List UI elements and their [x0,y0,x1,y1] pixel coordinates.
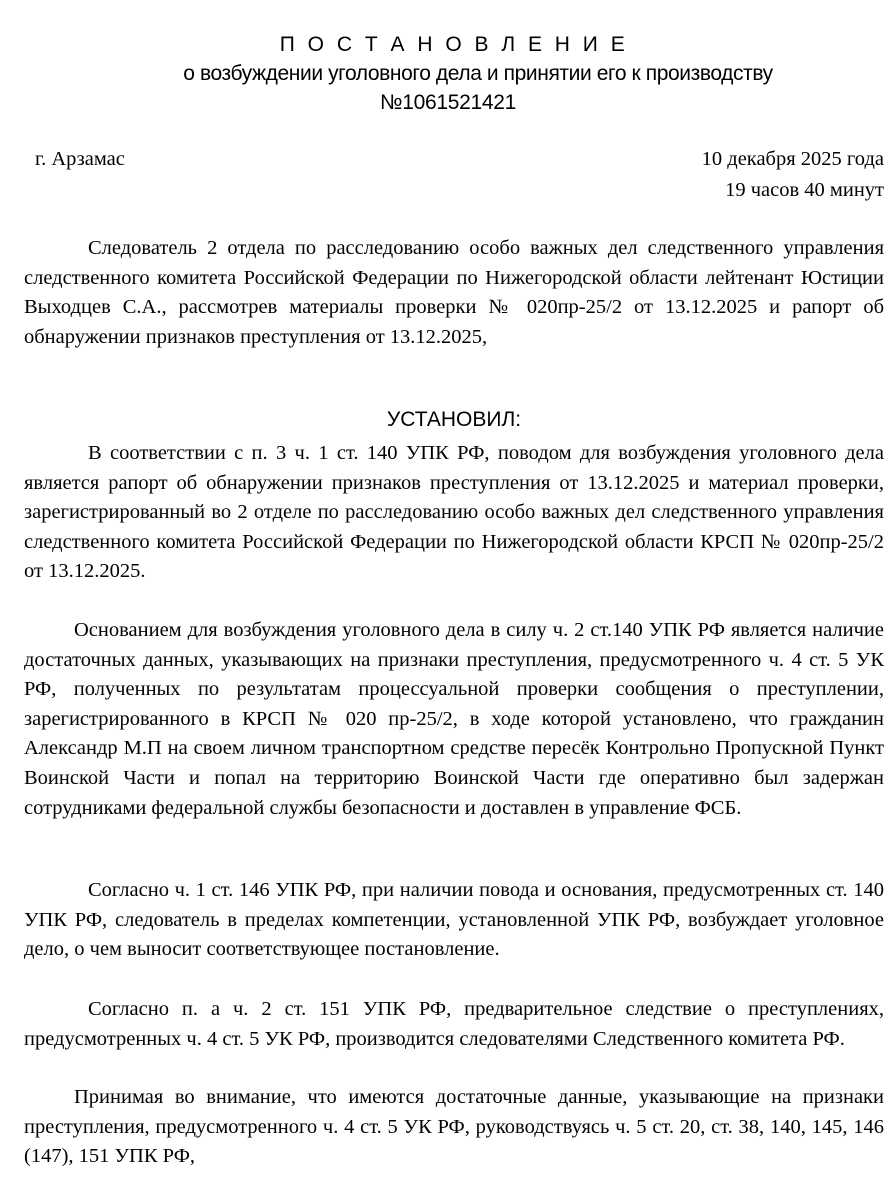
document-number: №1061521421 [379,91,517,114]
document-title: П О С Т А Н О В Л Е Н И Е [279,33,629,56]
document-subtitle: о возбуждении уголовного дела и принятии его к производству [183,62,773,85]
city-label: г. Арзамас [35,148,125,170]
paragraph-article-151: Согласно п. а ч. 2 ст. 151 УПК РФ, предварительное следствие о преступлениях, предусмотренных ч. 4 ст. 5 УК РФ, производится следователями Следственного комитета РФ. [24,998,884,1050]
date-label: 10 декабря 2025 года [701,148,884,170]
section-heading: УСТАНОВИЛ: [386,408,522,431]
paragraph-article-146: Согласно ч. 1 ст. 146 УПК РФ, при наличии повода и основания, предусмотренных ст. 140 УПК РФ, следователь в пределах компетенции, установленной УПК РФ, возбуждает уголовное дело, о чем выносит соответствующее постановление. [24,879,884,961]
paragraph-resolution: Принимая во внимание, что имеются достаточные данные, указывающие на признаки преступления, предусмотренного ч. 4 ст. 5 УК РФ, руководствуясь ч. 5 ст. 20, ст. 38, 140, 145, 146 (147), 151 УПК РФ, [24,1086,884,1168]
paragraph-grounds-reason: В соответствии с п. 3 ч. 1 ст. 140 УПК РФ, поводом для возбуждения уголовного дела является рапорт об обнаружении признаков преступления от 13.12.2025 и материал проверки, зарегистрированный во 2 отделе по расследованию особо важных дел следственного управления следственного комитета Российской Федерации по Нижегородской области КРСП № 020пр-25/2 от 13.12.2025. [24,442,884,583]
time-label: 19 часов 40 минут [725,179,884,201]
intro-paragraph: Следователь 2 отдела по расследованию особо важных дел следственного управления следственного комитета Российской Федерации по Нижегородской области лейтенант Юстиции Выходцев С.А., рассмотрев материалы проверки № 020пр-25/2 от 13.12.2025 и рапорт об обнаружении признаков преступления от 13.12.2025, [24,237,884,348]
paragraph-grounds-basis: Основанием для возбуждения уголовного дела в силу ч. 2 ст.140 УПК РФ является наличие достаточных данных, указывающих на признаки преступления, предусмотренного ч. 4 ст. 5 УК РФ, полученных по результатам процессуальной проверки сообщения о преступлении, зарегистрированного в КРСП № 020 пр-25/2, в ходе которой установлено, что гражданин Александр М.П на своем личном транспортном средстве пересёк Контрольно Пропускной Пункт Воинской Части и попал на территорию Воинской Части где оперативно был задержан сотрудниками федеральной службы безопасности и доставлен в управление ФСБ. [24,619,884,819]
